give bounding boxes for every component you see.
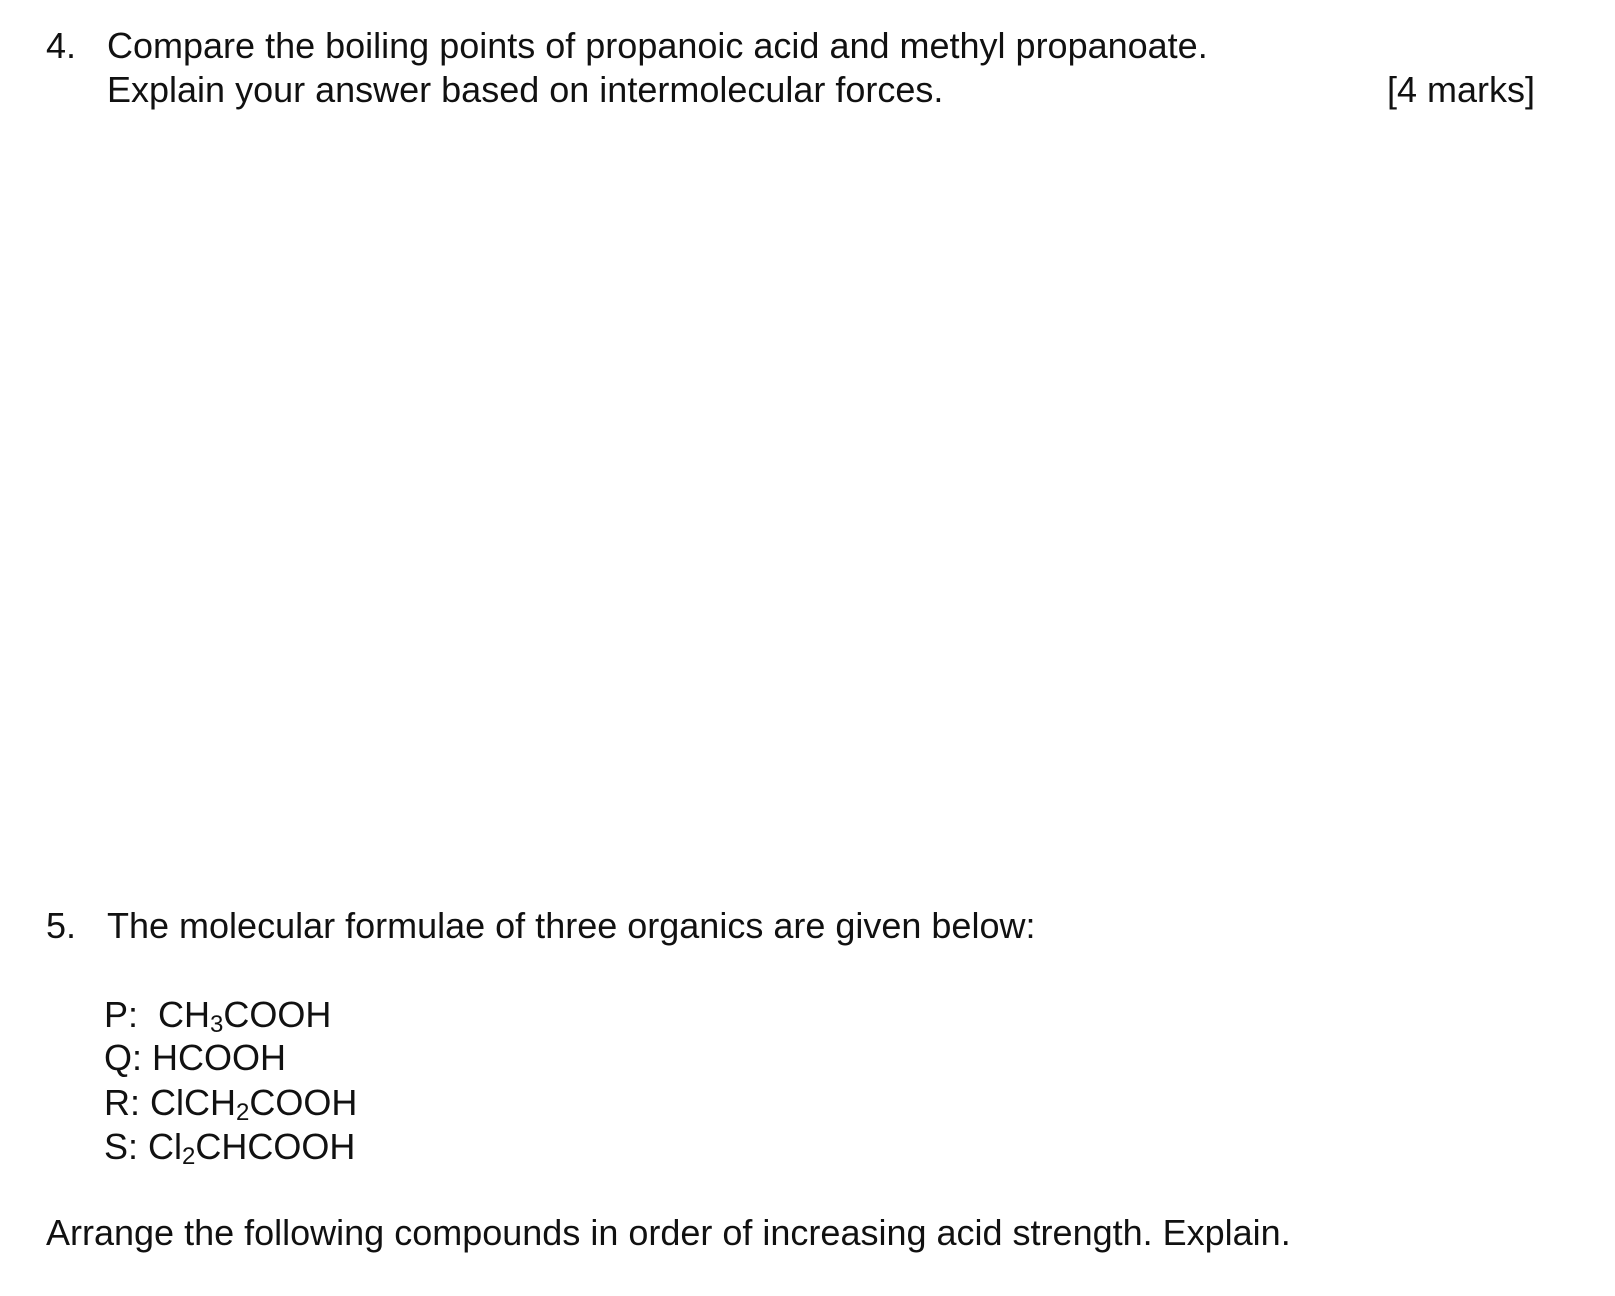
formula-r-part-2: COOH xyxy=(249,1082,358,1123)
formula-r xyxy=(104,1081,357,1124)
formula-p-part-2: COOH xyxy=(223,994,332,1035)
formula-q-part-1: HCOOH xyxy=(152,1037,287,1078)
formula-p-part-1: CH xyxy=(158,994,211,1035)
formula-s-part-2: CHCOOH xyxy=(195,1126,356,1167)
formula-p-label: P: xyxy=(104,994,139,1035)
formula-q xyxy=(104,1036,286,1079)
formula-q-label: Q: xyxy=(104,1037,143,1078)
formula-s-part-1: Cl xyxy=(148,1126,183,1167)
question-5-number: 5. xyxy=(46,905,77,946)
question-4-text-line-2: Explain your answer based on intermolecular forces. xyxy=(107,69,944,110)
question-5-intro: The molecular formulae of three organics are given below: xyxy=(107,905,1036,946)
question-5-instruction: Arrange the following compounds in order of increasing acid strength. Explain. xyxy=(46,1212,1291,1253)
formula-s xyxy=(104,1125,355,1168)
formula-r-part-1: ClCH xyxy=(150,1082,237,1123)
formula-p-subscript: 3 xyxy=(210,1011,224,1038)
question-4-number: 4. xyxy=(46,25,77,66)
formula-s-label: S: xyxy=(104,1126,139,1167)
formula-p xyxy=(104,993,331,1036)
formula-s-subscript: 2 xyxy=(182,1143,196,1170)
formula-r-subscript: 2 xyxy=(236,1099,250,1126)
question-4-text-line-1: Compare the boiling points of propanoic acid and methyl propanoate. xyxy=(107,25,1208,66)
question-4-marks: [4 marks] xyxy=(1386,69,1535,110)
formula-r-label: R: xyxy=(104,1082,140,1123)
